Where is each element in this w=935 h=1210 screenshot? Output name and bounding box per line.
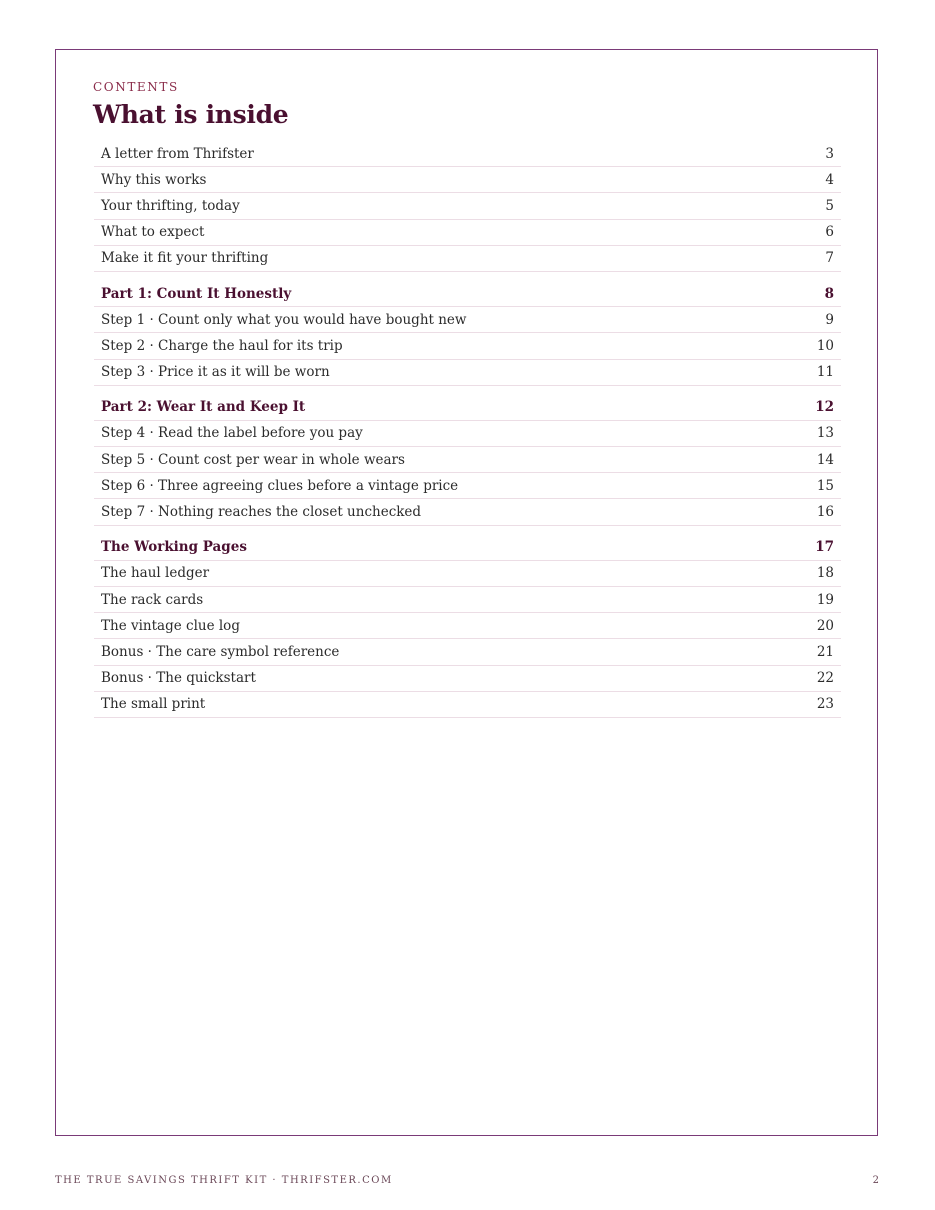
toc-entry-page-number: 18 xyxy=(816,565,834,582)
toc-entry-page-number: 16 xyxy=(816,504,834,521)
toc-entry-page-number: 3 xyxy=(825,145,834,162)
footer-page-number: 2 xyxy=(872,1175,880,1186)
toc-entry[interactable] xyxy=(94,473,841,499)
toc-entry-title: Step 1 · Count only what you would have bought new xyxy=(101,311,467,328)
toc-entry[interactable] xyxy=(94,561,841,587)
toc-entry-page-number: 7 xyxy=(825,250,834,267)
toc-entry[interactable] xyxy=(94,499,841,525)
toc-entry[interactable] xyxy=(94,421,841,447)
toc-entry[interactable] xyxy=(94,692,841,718)
table-of-contents xyxy=(94,141,841,718)
toc-entry[interactable] xyxy=(94,447,841,473)
toc-entry-title: Part 1: Count It Honestly xyxy=(101,285,292,302)
toc-entry[interactable] xyxy=(94,613,841,639)
toc-entry[interactable] xyxy=(94,333,841,359)
toc-entry-page-number: 19 xyxy=(816,591,834,608)
toc-part-heading[interactable] xyxy=(94,535,841,561)
toc-entry-page-number: 15 xyxy=(816,477,834,494)
toc-entry-page-number: 12 xyxy=(815,399,834,416)
footer-publication: THE TRUE SAVINGS THRIFT KIT · THRIFSTER.COM xyxy=(55,1175,393,1186)
toc-entry-title: Step 5 · Count cost per wear in whole wears xyxy=(101,451,405,468)
toc-entry-page-number: 11 xyxy=(816,364,834,381)
toc-entry[interactable] xyxy=(94,307,841,333)
toc-entry-title: Bonus · The quickstart xyxy=(101,670,256,687)
toc-entry-page-number: 20 xyxy=(816,617,834,634)
toc-entry-title: Step 7 · Nothing reaches the closet unchecked xyxy=(101,504,422,521)
toc-entry[interactable] xyxy=(94,360,841,386)
toc-entry-title: Bonus · The care symbol reference xyxy=(101,643,340,660)
toc-entry[interactable] xyxy=(94,666,841,692)
toc-entry-title: Your thrifting, today xyxy=(101,197,240,214)
toc-entry-title: The Working Pages xyxy=(101,539,247,556)
toc-entry-page-number: 23 xyxy=(816,696,834,713)
toc-entry-title: A letter from Thrifster xyxy=(101,145,254,162)
toc-entry[interactable] xyxy=(94,167,841,193)
toc-entry-title: Why this works xyxy=(101,171,207,188)
toc-entry-title: Step 2 · Charge the haul for its trip xyxy=(101,337,343,354)
toc-part-heading[interactable] xyxy=(94,395,841,421)
toc-entry-title: Step 6 · Three agreeing clues before a vintage price xyxy=(101,477,459,494)
toc-entry-title: Part 2: Wear It and Keep It xyxy=(101,399,306,416)
toc-entry-page-number: 17 xyxy=(815,539,834,556)
toc-entry-page-number: 9 xyxy=(825,311,834,328)
toc-entry[interactable] xyxy=(94,220,841,246)
toc-entry-title: The vintage clue log xyxy=(101,617,240,634)
toc-entry-title: Make it fit your thrifting xyxy=(101,250,269,267)
toc-entry-page-number: 5 xyxy=(825,197,834,214)
toc-entry[interactable] xyxy=(94,246,841,272)
toc-entry-page-number: 21 xyxy=(816,643,834,660)
toc-entry-page-number: 22 xyxy=(816,670,834,687)
toc-entry-title: Step 3 · Price it as it will be worn xyxy=(101,364,330,381)
section-eyebrow: CONTENTS xyxy=(93,80,179,94)
toc-entry[interactable] xyxy=(94,639,841,665)
toc-entry-title: The rack cards xyxy=(101,591,204,608)
toc-entry-page-number: 4 xyxy=(825,171,834,188)
toc-entry[interactable] xyxy=(94,141,841,167)
toc-part-heading[interactable] xyxy=(94,281,841,307)
toc-entry-title: What to expect xyxy=(101,224,205,241)
toc-entry-page-number: 8 xyxy=(824,285,834,302)
toc-entry[interactable] xyxy=(94,587,841,613)
toc-entry-title: Step 4 · Read the label before you pay xyxy=(101,425,363,442)
toc-entry-title: The haul ledger xyxy=(101,565,210,582)
toc-entry-page-number: 14 xyxy=(816,451,834,468)
page-title: What is inside xyxy=(93,100,289,129)
toc-entry-page-number: 10 xyxy=(816,337,834,354)
toc-entry-page-number: 6 xyxy=(825,224,834,241)
toc-entry[interactable] xyxy=(94,193,841,219)
toc-entry-title: The small print xyxy=(101,696,206,713)
toc-entry-page-number: 13 xyxy=(816,425,834,442)
